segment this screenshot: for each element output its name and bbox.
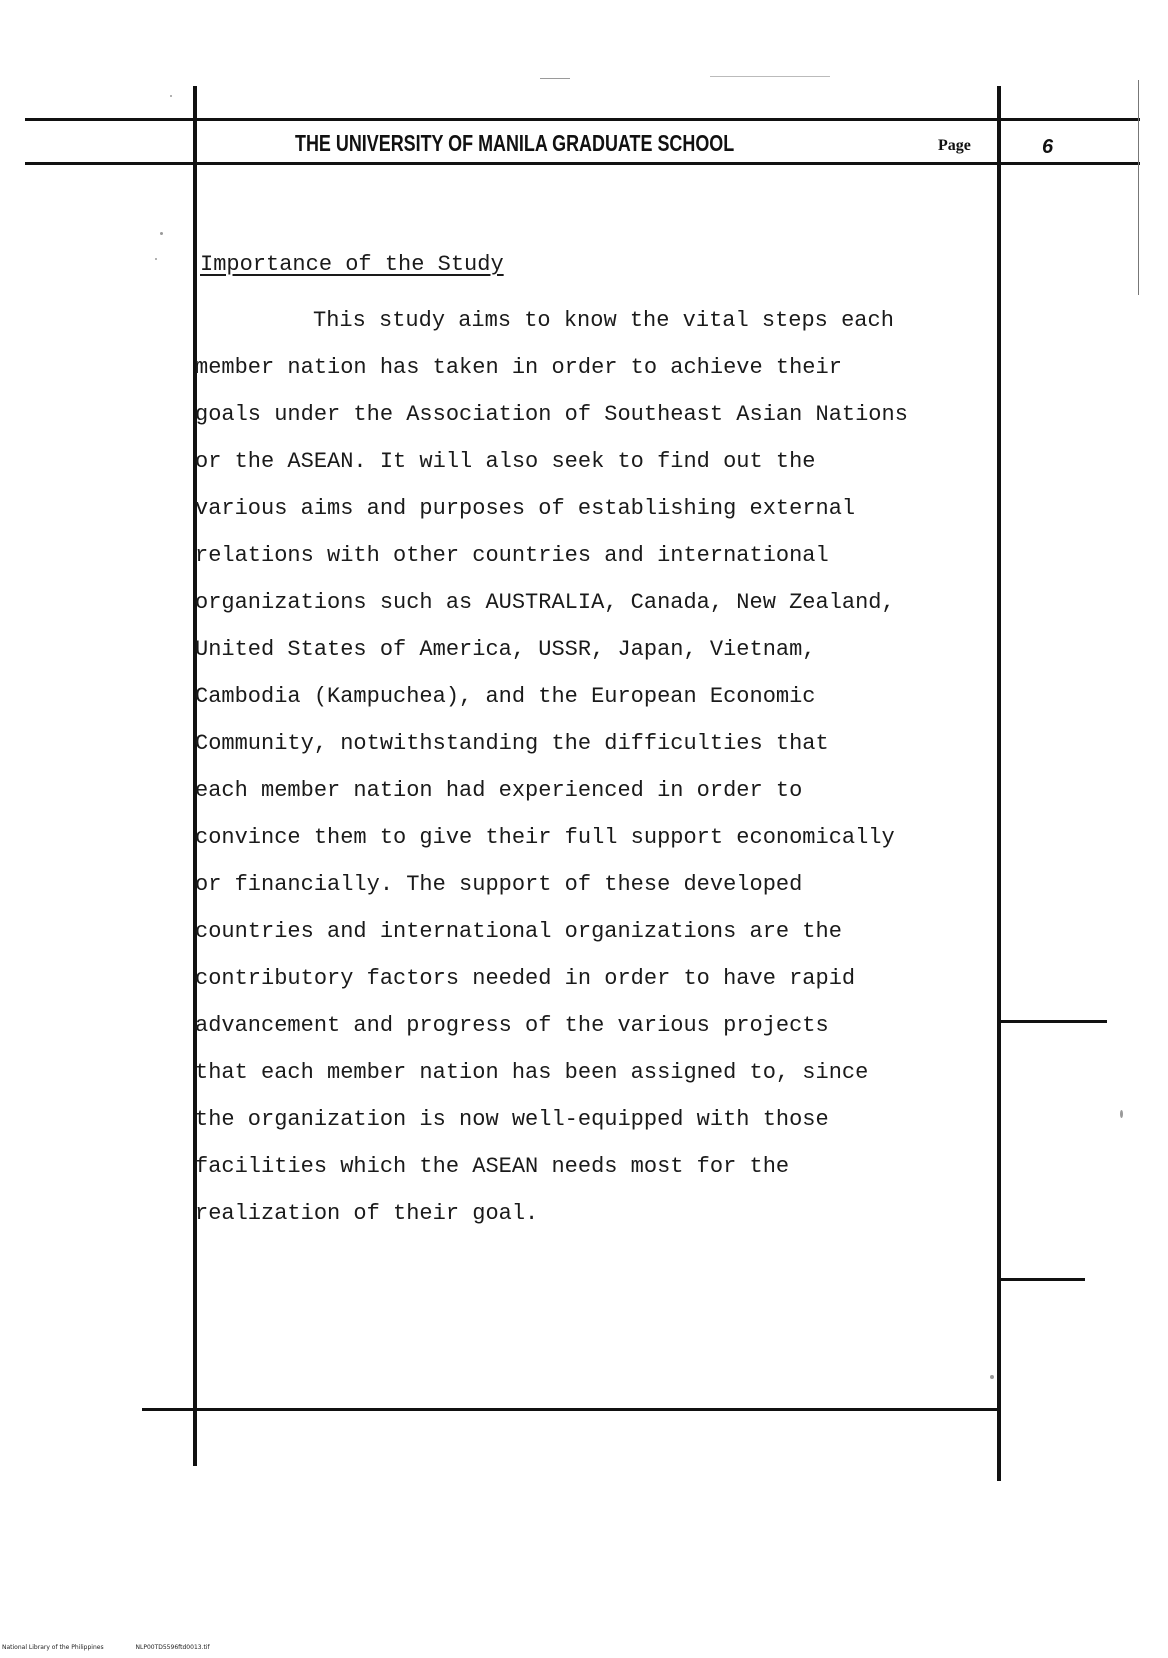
body-paragraph	[195, 297, 908, 1237]
body-line: organizations such as AUSTRALIA, Canada, New Zealand,	[195, 590, 895, 615]
body-line: relations with other countries and international	[195, 543, 829, 568]
scan-speck	[540, 78, 570, 79]
body-line: Cambodia (Kampuchea), and the European Economic	[195, 684, 816, 709]
scan-speck	[990, 1375, 994, 1379]
institution-title: THE UNIVERSITY OF MANILA GRADUATE SCHOOL	[295, 130, 735, 156]
scan-footer	[2, 1644, 240, 1651]
body-line: Community, notwithstanding the difficulties that	[195, 731, 829, 756]
scan-speck	[160, 232, 163, 235]
body-line: or the ASEAN. It will also seek to find out the	[195, 449, 816, 474]
body-line: or financially. The support of these developed	[195, 872, 803, 897]
scan-speck	[1120, 1110, 1123, 1118]
scan-speck	[710, 76, 830, 77]
body-line: member nation has taken in order to achieve their	[195, 355, 842, 380]
body-line: advancement and progress of the various projects	[195, 1013, 829, 1038]
right-side-tick-lower	[997, 1278, 1085, 1281]
body-line: that each member nation has been assigned to, since	[195, 1060, 869, 1085]
page-number: 6	[1042, 136, 1054, 158]
library-caption: National Library of the Philippines	[2, 1644, 104, 1651]
right-side-tick-upper	[997, 1020, 1107, 1023]
section-heading: Importance of the Study	[200, 252, 504, 277]
body-line: convince them to give their full support economically	[195, 825, 895, 850]
body-line: various aims and purposes of establishing external	[195, 496, 856, 521]
body-line: facilities which the ASEAN needs most for the	[195, 1154, 790, 1179]
body-line: United States of America, USSR, Japan, Vietnam,	[195, 637, 816, 662]
body-line: the organization is now well-equipped with those	[195, 1107, 829, 1132]
body-line: each member nation had experienced in order to	[195, 778, 803, 803]
right-margin-rule	[997, 86, 1001, 1481]
page-label: Page	[938, 137, 971, 154]
scan-speck	[155, 258, 157, 260]
file-caption: NLP00TD5596ftd0013.tif	[135, 1644, 210, 1651]
body-line: This study aims to know the vital steps each	[313, 308, 894, 333]
body-line: contributory factors needed in order to have rapid	[195, 966, 856, 991]
bottom-rule	[142, 1408, 1000, 1411]
scan-speck	[170, 95, 172, 97]
body-line: countries and international organizations are the	[195, 919, 842, 944]
body-line: goals under the Association of Southeast Asian Nations	[195, 402, 908, 427]
right-edge-mark	[1138, 80, 1139, 295]
body-line: realization of their goal.	[195, 1201, 539, 1226]
